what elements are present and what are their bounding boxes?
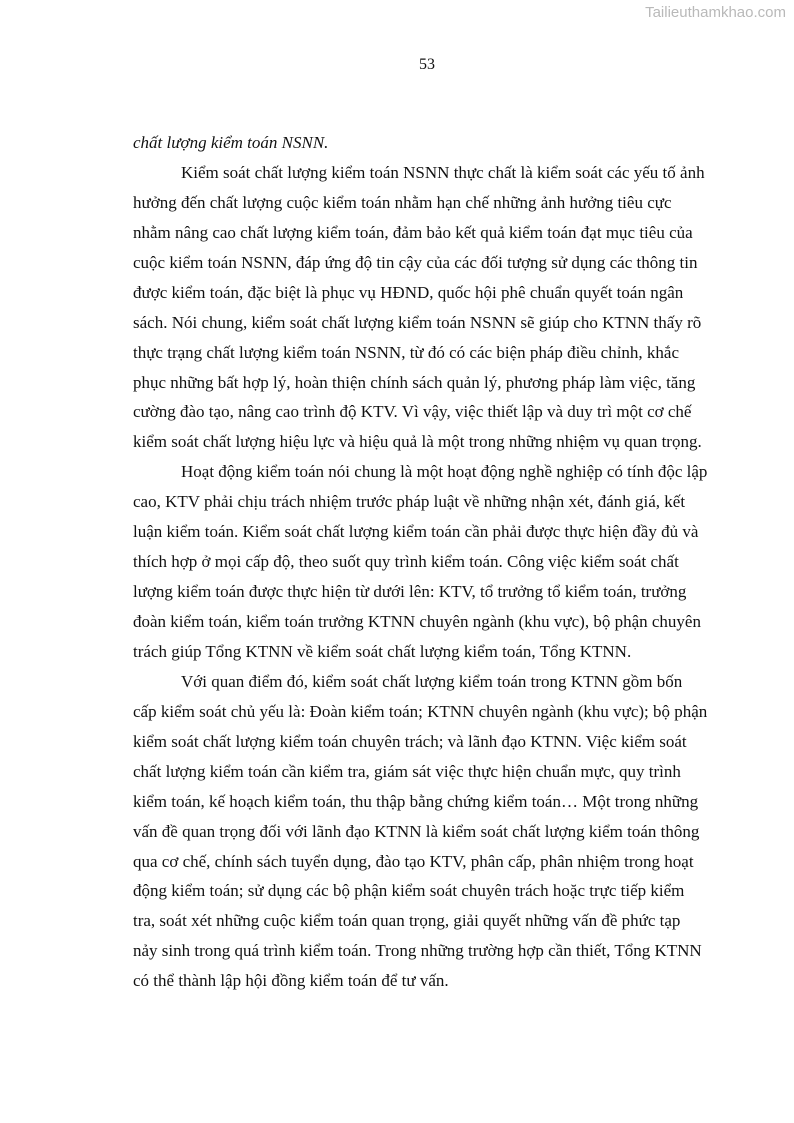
text-line: kiểm toán, kế hoạch kiểm toán, thu thập bằng chứng kiểm toán… Một trong những bbox=[133, 791, 699, 811]
text-line: Với quan điểm đó, kiểm soát chất lượng kiểm toán trong KTNN gồm bốn bbox=[181, 671, 683, 691]
text-line: có thể thành lập hội đồng kiểm toán để tư vấn. bbox=[133, 971, 449, 991]
text-line: thực trạng chất lượng kiểm toán NSNN, từ đó có các biện pháp điều chỉnh, khắc bbox=[133, 342, 680, 362]
text-line: vấn đề quan trọng đối với lãnh đạo KTNN là kiểm soát chất lượng kiểm toán thông bbox=[133, 821, 700, 841]
text-line: trách giúp Tổng KTNN về kiểm soát chất lượng kiểm toán, Tổng KTNN. bbox=[133, 641, 632, 661]
text-line: sách. Nói chung, kiểm soát chất lượng kiểm toán NSNN sẽ giúp cho KTNN thấy rõ bbox=[133, 312, 702, 332]
text-line: cao, KTV phải chịu trách nhiệm trước pháp luật về những nhận xét, đánh giá, kết bbox=[133, 492, 686, 512]
paragraph bbox=[133, 457, 708, 667]
text-line: động kiểm toán; sử dụng các bộ phận kiểm soát chuyên trách hoặc trực tiếp kiểm bbox=[133, 881, 685, 901]
text-line: nhằm nâng cao chất lượng kiểm toán, đảm bảo kết quả kiểm toán đạt mục tiêu của bbox=[133, 222, 693, 242]
text-line: hưởng đến chất lượng cuộc kiểm toán nhằm hạn chế những ảnh hưởng tiêu cực bbox=[133, 192, 672, 212]
text-line: cuộc kiểm toán NSNN, đáp ứng độ tin cậy của các đối tượng sử dụng các thông tin bbox=[133, 252, 698, 272]
text-line: Hoạt động kiểm toán nói chung là một hoạt động nghề nghiệp có tính độc lập bbox=[181, 462, 708, 482]
text-line: qua cơ chế, chính sách tuyển dụng, đào tạo KTV, phân cấp, phân nhiệm trong hoạt bbox=[133, 851, 694, 871]
text-line: chất lượng kiểm toán cần kiểm tra, giám sát việc thực hiện chuẩn mực, quy trình bbox=[133, 761, 681, 781]
text-line: tra, soát xét những cuộc kiểm toán quan trọng, giải quyết những vấn đề phức tạp bbox=[133, 911, 681, 931]
text-line: cường đào tạo, nâng cao trình độ KTV. Vì vậy, việc thiết lập và duy trì một cơ chế bbox=[133, 402, 692, 422]
text-line: luận kiểm toán. Kiểm soát chất lượng kiểm toán cần phải được thực hiện đầy đủ và bbox=[133, 522, 699, 542]
text-line: cấp kiểm soát chủ yếu là: Đoàn kiểm toán; KTNN chuyên ngành (khu vực); bộ phận bbox=[133, 701, 708, 721]
text-line: lượng kiểm toán được thực hiện từ dưới lên: KTV, tổ trưởng tổ kiểm toán, trưởng bbox=[133, 582, 687, 602]
watermark: Tailieuthamkhao.com bbox=[645, 4, 786, 21]
text-line: kiểm soát chất lượng kiểm toán chuyên trách; và lãnh đạo KTNN. Việc kiểm soát bbox=[133, 731, 687, 751]
page-number: 53 bbox=[419, 56, 435, 73]
body-text bbox=[133, 128, 708, 996]
text-line: kiểm soát chất lượng hiệu lực và hiệu quả là một trong những nhiệm vụ quan trọng. bbox=[133, 432, 702, 452]
paragraph bbox=[133, 667, 708, 996]
paragraph bbox=[133, 128, 663, 158]
text-line: nảy sinh trong quá trình kiểm toán. Trong những trường hợp cần thiết, Tổng KTNN bbox=[133, 941, 702, 961]
text-line: thích hợp ở mọi cấp độ, theo suốt quy trình kiểm toán. Công việc kiểm soát chất bbox=[133, 552, 679, 572]
text-line: phục những bất hợp lý, hoàn thiện chính sách quản lý, phương pháp làm việc, tăng bbox=[133, 372, 696, 392]
text-line: Kiểm soát chất lượng kiểm toán NSNN thực chất là kiểm soát các yếu tố ảnh bbox=[181, 162, 705, 182]
text-line: được kiểm toán, đặc biệt là phục vụ HĐND, quốc hội phê chuẩn quyết toán ngân bbox=[133, 282, 684, 302]
text-line: đoàn kiểm toán, kiểm toán trưởng KTNN chuyên ngành (khu vực), bộ phận chuyên bbox=[133, 612, 701, 631]
text-line: chất lượng kiểm toán NSNN. bbox=[133, 133, 329, 152]
paragraph bbox=[133, 158, 705, 457]
